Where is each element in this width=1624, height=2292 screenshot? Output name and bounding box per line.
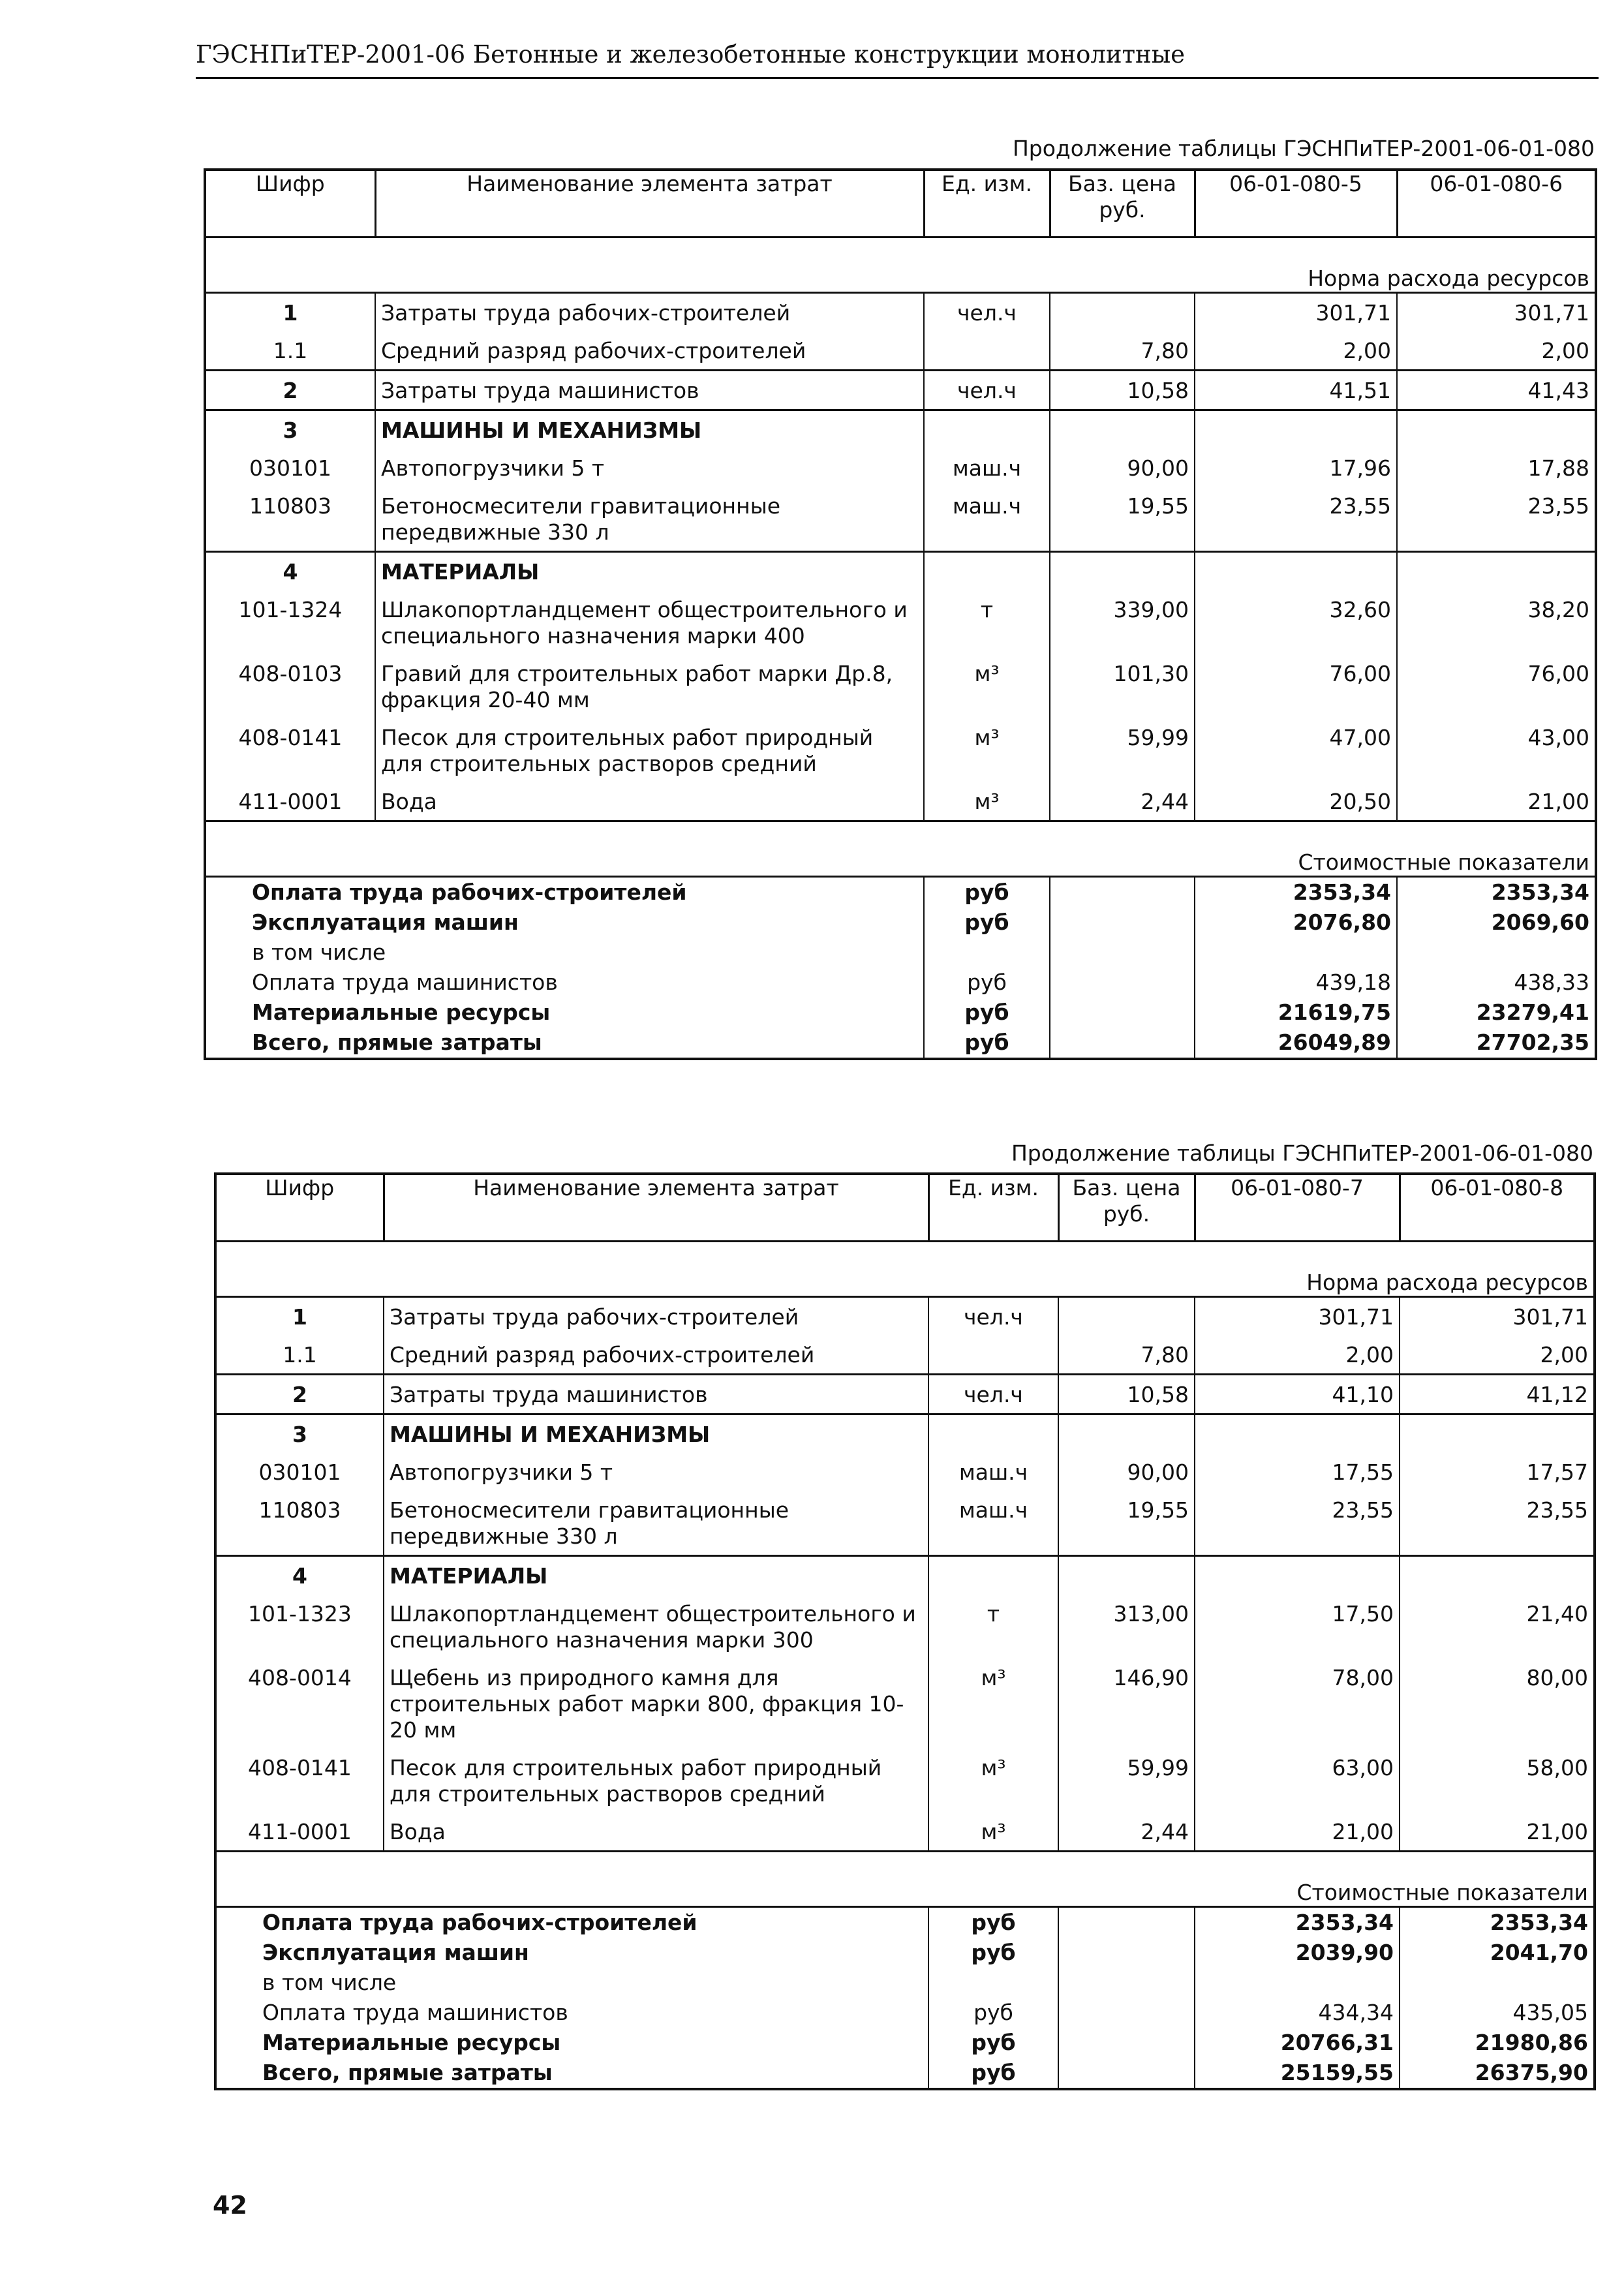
base-price: 59,99 (1058, 1749, 1195, 1812)
cost-unit: руб (928, 1998, 1058, 2028)
cost-empty (1058, 1968, 1195, 1998)
cost-value-1: 20766,31 (1195, 2028, 1400, 2058)
norm-value-2: 41,43 (1397, 371, 1596, 410)
base-price: 7,80 (1050, 331, 1195, 371)
resource-unit: чел.ч (928, 1297, 1058, 1336)
resource-name: Бетоносмесители гравитационные передвижные 330 л (375, 487, 924, 552)
column-header: 06-01-080-5 (1195, 170, 1397, 237)
resource-name: Вода (375, 782, 924, 821)
cost-value-1: 2039,90 (1195, 1938, 1400, 1968)
base-price: 101,30 (1050, 654, 1195, 718)
cost-value-1: 434,34 (1195, 1998, 1400, 2028)
norm-value-2: 43,00 (1397, 718, 1596, 782)
base-price: 90,00 (1058, 1453, 1195, 1491)
resource-unit: м³ (928, 1812, 1058, 1852)
norm-value-1: 17,96 (1195, 449, 1397, 487)
cost-value-2 (1400, 1968, 1595, 1998)
cost-unit: руб (924, 908, 1050, 938)
cost-value-2: 27702,35 (1397, 1028, 1596, 1059)
cost-unit: руб (924, 1028, 1050, 1059)
resource-code: 408-0103 (205, 654, 375, 718)
base-price (1050, 410, 1195, 450)
cost-row (205, 968, 1596, 998)
resource-row (205, 331, 1596, 371)
resource-name: Автопогрузчики 5 т (384, 1453, 928, 1491)
norm-value-2 (1397, 410, 1596, 450)
base-price: 2,44 (1058, 1812, 1195, 1852)
norm-value-1 (1195, 1414, 1400, 1454)
cost-row (205, 1028, 1596, 1059)
resource-row (215, 1812, 1595, 1852)
resource-unit: маш.ч (928, 1491, 1058, 1556)
column-header: Шифр (205, 170, 375, 237)
base-price: 2,44 (1050, 782, 1195, 821)
resource-unit: чел.ч (924, 371, 1050, 410)
cost-unit (924, 938, 1050, 968)
resource-name: Средний разряд рабочих-строителей (384, 1336, 928, 1375)
cost-row (215, 1968, 1595, 1998)
resource-code: 4 (215, 1556, 384, 1595)
norm-value-1 (1195, 1556, 1400, 1595)
resource-row (205, 293, 1596, 332)
cost-name: Оплата труда машинистов (262, 2000, 568, 2025)
cost-value-2: 438,33 (1397, 968, 1596, 998)
resource-code: 411-0001 (215, 1812, 384, 1852)
resource-name: Вода (384, 1812, 928, 1852)
section-label-cost: Стоимостные показатели (215, 1852, 1595, 1907)
cost-name: в том числе (262, 1970, 397, 1995)
resource-name: Песок для строительных работ природный для строительных растворов средний (375, 718, 924, 782)
norm-value-1: 21,00 (1195, 1812, 1400, 1852)
section-row (205, 237, 1596, 293)
norm-value-2: 17,88 (1397, 449, 1596, 487)
table-header-row (205, 170, 1596, 237)
norm-value-1: 47,00 (1195, 718, 1397, 782)
cost-unit: руб (928, 1907, 1058, 1938)
page-number: 42 (213, 2191, 247, 2220)
cost-name: Материальные ресурсы (252, 1000, 551, 1025)
cost-unit: руб (924, 968, 1050, 998)
resource-name: МАТЕРИАЛЫ (375, 552, 924, 591)
resource-code: 110803 (215, 1491, 384, 1556)
base-price (1058, 1414, 1195, 1454)
cost-row (205, 877, 1596, 908)
resource-unit (924, 552, 1050, 591)
norm-value-2: 38,20 (1397, 590, 1596, 654)
resource-unit: м³ (928, 1749, 1058, 1812)
cost-unit (928, 1968, 1058, 1998)
cost-value-1 (1195, 1968, 1400, 1998)
resource-code: 030101 (215, 1453, 384, 1491)
resource-row (205, 782, 1596, 821)
column-header: 06-01-080-8 (1400, 1174, 1595, 1242)
column-header: 06-01-080-7 (1195, 1174, 1400, 1242)
norm-value-2: 21,00 (1400, 1812, 1595, 1852)
base-price: 59,99 (1050, 718, 1195, 782)
column-header: Ед. изм. (924, 170, 1050, 237)
cost-row (215, 1907, 1595, 1938)
base-price: 10,58 (1058, 1375, 1195, 1414)
resource-name: Песок для строительных работ природный для строительных растворов средний (384, 1749, 928, 1812)
resource-code: 411-0001 (205, 782, 375, 821)
resource-row (205, 590, 1596, 654)
resource-unit (928, 1556, 1058, 1595)
section-label-cost: Стоимостные показатели (205, 821, 1596, 877)
norm-value-2: 21,40 (1400, 1595, 1595, 1658)
resource-name: Гравий для строительных работ марки Др.8, фракция 20-40 мм (375, 654, 924, 718)
norm-value-1: 20,50 (1195, 782, 1397, 821)
resource-row (205, 552, 1596, 591)
resource-row (215, 1595, 1595, 1658)
norm-value-2: 17,57 (1400, 1453, 1595, 1491)
column-header: 06-01-080-6 (1397, 170, 1596, 237)
norm-value-1: 76,00 (1195, 654, 1397, 718)
resource-unit: чел.ч (924, 293, 1050, 332)
cost-empty (1050, 968, 1195, 998)
resource-unit: маш.ч (924, 487, 1050, 552)
resource-code: 101-1324 (205, 590, 375, 654)
table-caption: Продолжение таблицы ГЭСНПиТЕР-2001-06-01-080 (1012, 136, 1595, 161)
column-header: Наименование элемента затрат (384, 1174, 928, 1242)
cost-value-1: 2353,34 (1195, 877, 1397, 908)
norm-value-2: 23,55 (1397, 487, 1596, 552)
cost-value-1 (1195, 938, 1397, 968)
resource-unit (924, 331, 1050, 371)
base-price (1058, 1297, 1195, 1336)
section-label-norm: Норма расхода ресурсов (215, 1242, 1595, 1297)
cost-empty (1050, 938, 1195, 968)
cost-name: Эксплуатация машин (262, 1940, 529, 1965)
cost-row (215, 1938, 1595, 1968)
resource-unit: м³ (924, 654, 1050, 718)
section-row (215, 1852, 1595, 1907)
estimate-table-1 (204, 168, 1597, 1060)
resource-unit: т (924, 590, 1050, 654)
norm-value-1: 23,55 (1195, 487, 1397, 552)
norm-value-2 (1400, 1556, 1595, 1595)
cost-row (215, 1998, 1595, 2028)
norm-value-2 (1400, 1414, 1595, 1454)
cost-empty (1058, 1998, 1195, 2028)
resource-code: 110803 (205, 487, 375, 552)
table-caption: Продолжение таблицы ГЭСНПиТЕР-2001-06-01-080 (1011, 1140, 1593, 1166)
norm-value-2: 301,71 (1397, 293, 1596, 332)
resource-row (205, 449, 1596, 487)
resource-row (205, 410, 1596, 450)
resource-code: 1 (215, 1297, 384, 1336)
resource-unit: т (928, 1595, 1058, 1658)
cost-row (205, 938, 1596, 968)
norm-value-2: 301,71 (1400, 1297, 1595, 1336)
cost-row (215, 2028, 1595, 2058)
resource-row (215, 1375, 1595, 1414)
column-header: Ед. изм. (928, 1174, 1058, 1242)
estimate-table-2 (214, 1172, 1596, 2090)
resource-row (215, 1297, 1595, 1336)
resource-name: МАШИНЫ И МЕХАНИЗМЫ (384, 1414, 928, 1454)
column-header: Баз. цена руб. (1050, 170, 1195, 237)
cost-value-2: 26375,90 (1400, 2058, 1595, 2089)
cost-unit: руб (928, 2028, 1058, 2058)
norm-value-1: 63,00 (1195, 1749, 1400, 1812)
resource-row (205, 718, 1596, 782)
resource-name: Затраты труда рабочих-строителей (375, 293, 924, 332)
norm-value-1: 23,55 (1195, 1491, 1400, 1556)
cost-empty (1050, 998, 1195, 1028)
resource-name: МАШИНЫ И МЕХАНИЗМЫ (375, 410, 924, 450)
cost-name: в том числе (252, 940, 386, 965)
resource-unit: маш.ч (924, 449, 1050, 487)
cost-value-1: 439,18 (1195, 968, 1397, 998)
resource-code: 3 (215, 1414, 384, 1454)
resource-code: 2 (205, 371, 375, 410)
norm-value-2: 80,00 (1400, 1658, 1595, 1749)
resource-code: 1.1 (205, 331, 375, 371)
cost-value-1: 2353,34 (1195, 1907, 1400, 1938)
cost-value-1: 25159,55 (1195, 2058, 1400, 2089)
resource-name: Шлакопортландцемент общестроительного и специального назначения марки 400 (375, 590, 924, 654)
base-price (1058, 1556, 1195, 1595)
resource-name: МАТЕРИАЛЫ (384, 1556, 928, 1595)
resource-unit: м³ (928, 1658, 1058, 1749)
cost-empty (1058, 1907, 1195, 1938)
norm-value-1: 32,60 (1195, 590, 1397, 654)
norm-value-1: 78,00 (1195, 1658, 1400, 1749)
cost-empty (1058, 2058, 1195, 2089)
resource-code: 3 (205, 410, 375, 450)
resource-name: Шлакопортландцемент общестроительного и специального назначения марки 300 (384, 1595, 928, 1658)
cost-row (205, 908, 1596, 938)
table-header-row (215, 1174, 1595, 1242)
cost-empty (1058, 1938, 1195, 1968)
cost-unit: руб (928, 1938, 1058, 1968)
cost-unit: руб (924, 998, 1050, 1028)
cost-value-1: 21619,75 (1195, 998, 1397, 1028)
base-price: 19,55 (1058, 1491, 1195, 1556)
base-price: 90,00 (1050, 449, 1195, 487)
resource-unit (928, 1414, 1058, 1454)
norm-value-1: 41,10 (1195, 1375, 1400, 1414)
norm-value-2 (1397, 552, 1596, 591)
column-header: Баз. цена руб. (1058, 1174, 1195, 1242)
cost-row (205, 998, 1596, 1028)
resource-row (215, 1658, 1595, 1749)
cost-name: Оплата труда рабочих-строителей (252, 879, 687, 905)
section-row (205, 821, 1596, 877)
cost-row (215, 2058, 1595, 2089)
running-header: ГЭСНПиТЕР-2001-06 Бетонные и железобетонные конструкции монолитные (196, 40, 1186, 69)
resource-unit: м³ (924, 782, 1050, 821)
norm-value-2: 2,00 (1400, 1336, 1595, 1375)
base-price: 10,58 (1050, 371, 1195, 410)
norm-value-1: 2,00 (1195, 1336, 1400, 1375)
norm-value-2: 21,00 (1397, 782, 1596, 821)
norm-value-1 (1195, 552, 1397, 591)
resource-code: 408-0141 (205, 718, 375, 782)
norm-value-1 (1195, 410, 1397, 450)
base-price: 313,00 (1058, 1595, 1195, 1658)
cost-empty (1058, 2028, 1195, 2058)
resource-code: 408-0141 (215, 1749, 384, 1812)
resource-row (205, 487, 1596, 552)
resource-row (205, 371, 1596, 410)
cost-empty (1050, 877, 1195, 908)
column-header: Наименование элемента затрат (375, 170, 924, 237)
cost-value-2: 21980,86 (1400, 2028, 1595, 2058)
base-price: 7,80 (1058, 1336, 1195, 1375)
base-price: 339,00 (1050, 590, 1195, 654)
resource-unit: чел.ч (928, 1375, 1058, 1414)
resource-code: 1.1 (215, 1336, 384, 1375)
cost-name: Материальные ресурсы (262, 2030, 561, 2055)
section-label-norm: Норма расхода ресурсов (205, 237, 1596, 293)
cost-name: Всего, прямые затраты (252, 1030, 542, 1055)
cost-value-2: 435,05 (1400, 1998, 1595, 2028)
resource-unit: маш.ч (928, 1453, 1058, 1491)
resource-code: 4 (205, 552, 375, 591)
cost-unit: руб (924, 877, 1050, 908)
norm-value-1: 301,71 (1195, 1297, 1400, 1336)
norm-value-2: 41,12 (1400, 1375, 1595, 1414)
cost-name: Эксплуатация машин (252, 909, 519, 935)
resource-unit (928, 1336, 1058, 1375)
resource-name: Затраты труда машинистов (384, 1375, 928, 1414)
resource-name: Автопогрузчики 5 т (375, 449, 924, 487)
resource-name: Щебень из природного камня для строительных работ марки 800, фракция 10-20 мм (384, 1658, 928, 1749)
cost-value-2: 2353,34 (1400, 1907, 1595, 1938)
resource-name: Бетоносмесители гравитационные передвижные 330 л (384, 1491, 928, 1556)
cost-unit: руб (928, 2058, 1058, 2089)
base-price (1050, 293, 1195, 332)
norm-value-1: 41,51 (1195, 371, 1397, 410)
norm-value-1: 2,00 (1195, 331, 1397, 371)
cost-name: Оплата труда рабочих-строителей (262, 1910, 697, 1935)
resource-row (215, 1414, 1595, 1454)
header-rule (196, 77, 1599, 79)
resource-code: 408-0014 (215, 1658, 384, 1749)
base-price (1050, 552, 1195, 591)
resource-code: 2 (215, 1375, 384, 1414)
cost-value-1: 2076,80 (1195, 908, 1397, 938)
resource-name: Затраты труда машинистов (375, 371, 924, 410)
cost-empty (1050, 1028, 1195, 1059)
norm-value-1: 301,71 (1195, 293, 1397, 332)
norm-value-2: 76,00 (1397, 654, 1596, 718)
resource-name: Затраты труда рабочих-строителей (384, 1297, 928, 1336)
norm-value-2: 23,55 (1400, 1491, 1595, 1556)
norm-value-2: 58,00 (1400, 1749, 1595, 1812)
cost-value-2: 2069,60 (1397, 908, 1596, 938)
resource-name: Средний разряд рабочих-строителей (375, 331, 924, 371)
cost-value-2: 2353,34 (1397, 877, 1596, 908)
resource-row (215, 1453, 1595, 1491)
cost-value-1: 26049,89 (1195, 1028, 1397, 1059)
resource-code: 030101 (205, 449, 375, 487)
resource-row (205, 654, 1596, 718)
cost-empty (1050, 908, 1195, 938)
norm-value-2: 2,00 (1397, 331, 1596, 371)
cost-name: Всего, прямые затраты (262, 2060, 553, 2085)
cost-name: Оплата труда машинистов (252, 970, 558, 995)
resource-code: 1 (205, 293, 375, 332)
cost-value-2 (1397, 938, 1596, 968)
cost-value-2: 23279,41 (1397, 998, 1596, 1028)
section-row (215, 1242, 1595, 1297)
resource-unit: м³ (924, 718, 1050, 782)
resource-code: 101-1323 (215, 1595, 384, 1658)
resource-row (215, 1491, 1595, 1556)
cost-value-2: 2041,70 (1400, 1938, 1595, 1968)
resource-unit (924, 410, 1050, 450)
resource-row (215, 1749, 1595, 1812)
norm-value-1: 17,55 (1195, 1453, 1400, 1491)
resource-row (215, 1336, 1595, 1375)
base-price: 19,55 (1050, 487, 1195, 552)
base-price: 146,90 (1058, 1658, 1195, 1749)
column-header: Шифр (215, 1174, 384, 1242)
norm-value-1: 17,50 (1195, 1595, 1400, 1658)
resource-row (215, 1556, 1595, 1595)
